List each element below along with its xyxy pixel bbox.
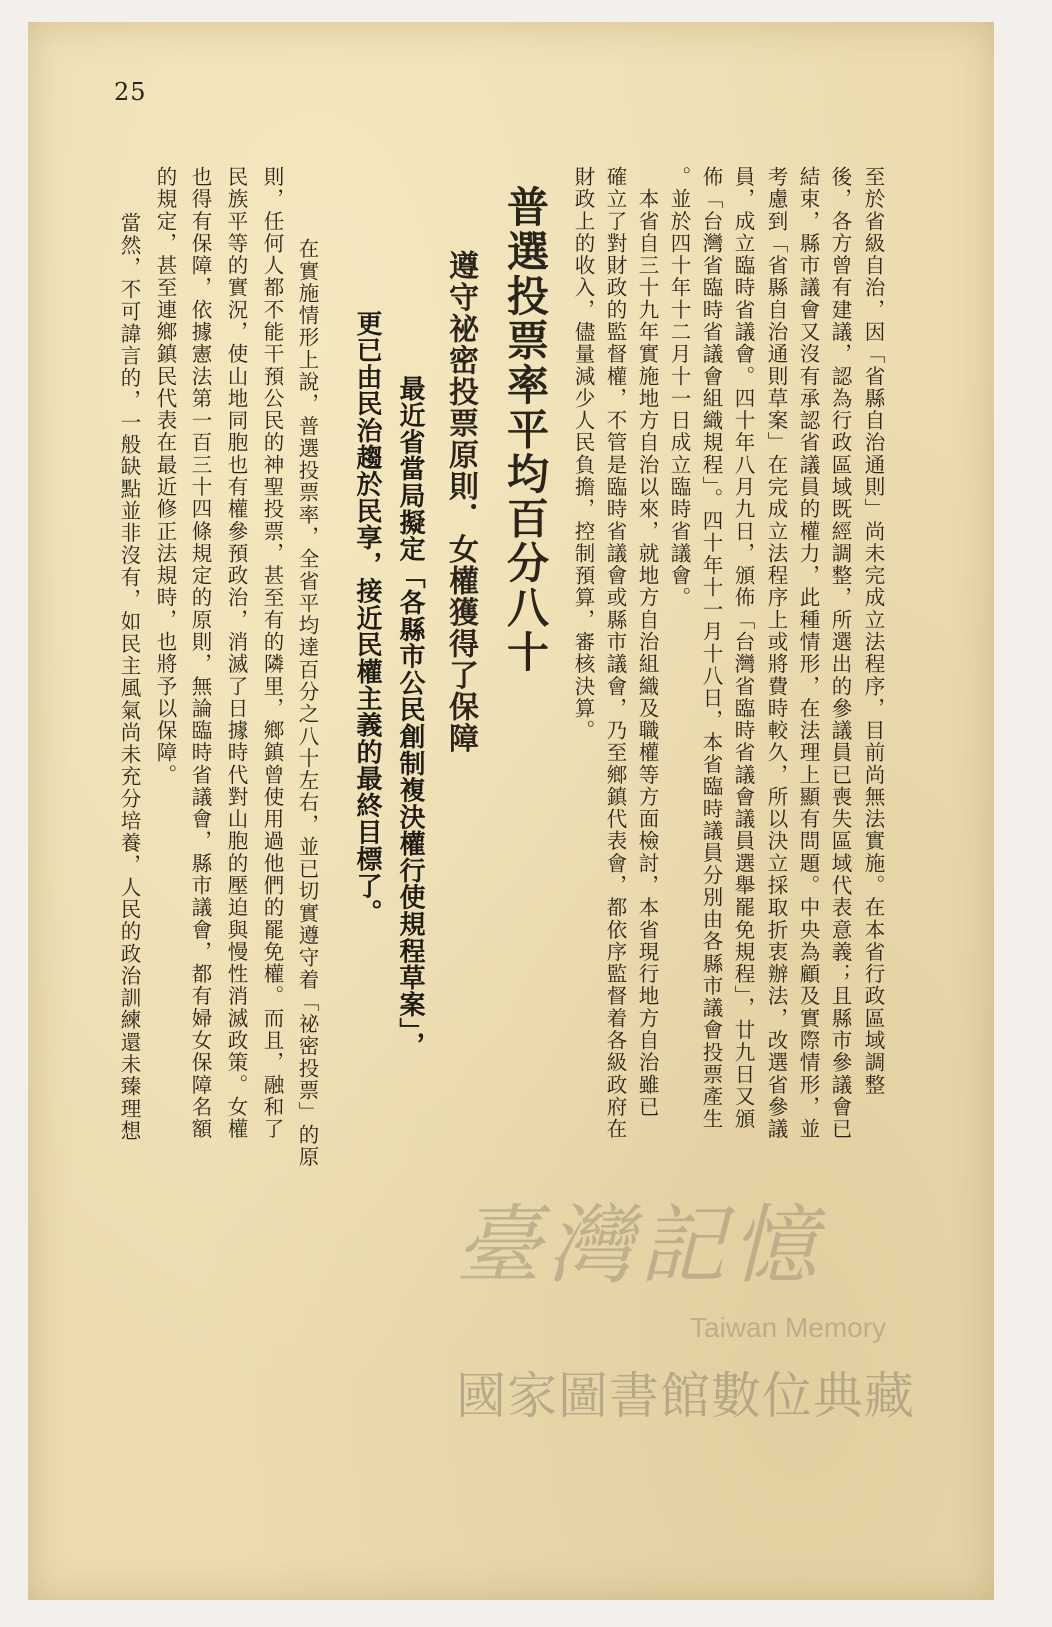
body-column: 員，成立臨時省議會。四十年八月九日，頒佈「台灣省臨時省議會議員選舉罷免規程」，廿九日又頒	[731, 166, 755, 1130]
body-column: 財政上的收入，儘量減少人民負擔，控制預算，審核決算。	[571, 166, 595, 742]
body-column: 確立了對財政的監督權，不管是臨時省議會或縣市議會，乃至鄉鎮代表會，都依序監督着各級政府在	[603, 166, 627, 1141]
headline: 普選投票率平均百分八十	[501, 185, 550, 675]
body-column: 則，任何人都不能干預公民的神聖投票，甚至有的隣里，鄉鎮曾使用過他們的罷免權。而且，融和了	[260, 166, 284, 1141]
watermark-english: Taiwan Memory	[690, 1312, 887, 1343]
body-column: 後，各方曾有建議，認為行政區域既經調整，所選出的參議員已喪失區域代表意義；且縣市參議會已	[828, 166, 852, 1141]
page-number: 25	[114, 78, 147, 106]
body-column: 在實施情形上說，普選投票率，全省平均達百分之八十左右，並已切實遵守着「祕密投票」的原	[295, 216, 319, 1169]
body-column: 。並於四十年十二月十一日成立臨時省議會。	[667, 166, 691, 609]
subheadline-line: 最近省當局擬定「各縣市公民創制複決權行使規程草案」，	[395, 375, 425, 1059]
body-column: 當然，不可諱言的，一般缺點並非沒有，如民主風氣尚未充分培養，人民的政治訓練還未臻理想	[117, 190, 141, 1143]
body-column: 民族平等的實況，使山地同胞也有權參預政治，消滅了日據時代對山胞的壓迫與慢性消滅政策。女權	[224, 166, 248, 1141]
watermark-script: 臺灣記憶	[455, 1196, 823, 1296]
body-column: 本省自三十九年實施地方自治以來，就地方自治組織及職權等方面檢討，本省現行地方自治雖已	[635, 166, 659, 1119]
body-column: 也得有保障，依據憲法第一百三十四條規定的原則，無論臨時省議會，縣市議會，都有婦女保障名額	[188, 166, 212, 1141]
body-column: 佈「台灣省臨時省議會組織規程」。四十年十一月十八日，本省臨時議員分別由各縣市議會投票產生	[699, 166, 723, 1130]
subheadline: 遵守祕密投票原則．女權獲得了保障	[443, 250, 478, 754]
body-column: 至於省級自治，因「省縣自治通則」尚未完成立法程序，目前尚無法實施。在本省行政區域調整	[861, 166, 885, 1096]
body-column: 的規定，甚至連鄉鎮民代表在最近修正法規時，也將予以保障。	[153, 166, 177, 786]
watermark-library: 國家圖書館數位典藏	[456, 1368, 915, 1424]
body-column: 結束，縣市議會又沒有承認省議員的權力，此種情形，在法理上顯有問題。中央為顧及實際情形，並	[796, 166, 820, 1141]
subheadline-line: 更已由民治趨於民享，接近民權主義的最終目標了。	[352, 310, 382, 926]
body-column: 考慮到「省縣自治通則草案」在完成立法程序上或將費時較久，所以決立採取折衷辦法，改選省參議	[764, 166, 788, 1141]
